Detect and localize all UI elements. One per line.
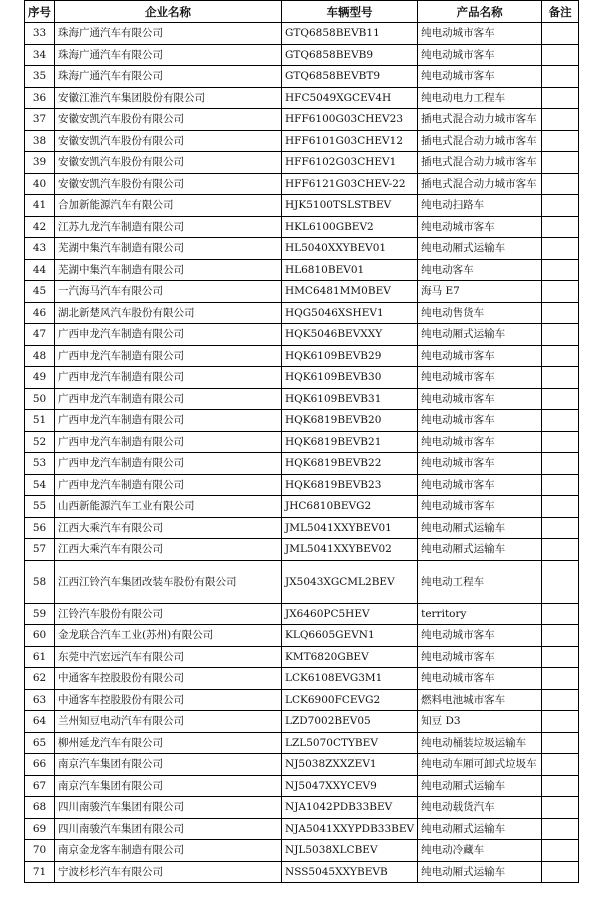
- table-row: [25, 496, 579, 518]
- cell-note: [542, 646, 579, 668]
- cell-model: HQK6109BEVB30: [282, 367, 418, 389]
- table-row: [25, 711, 579, 733]
- cell-model: LZL5070CTYBEV: [282, 732, 418, 754]
- cell-model: NJ5047XXYCEV9: [282, 775, 418, 797]
- cell-model: HKL6100GBEV2: [282, 216, 418, 238]
- cell-num: 54: [25, 474, 55, 496]
- cell-product: 纯电动城市客车: [418, 431, 542, 453]
- cell-company: 安徽安凯汽车股份有限公司: [55, 173, 282, 195]
- cell-num: 42: [25, 216, 55, 238]
- cell-product: 纯电动厢式运输车: [418, 818, 542, 840]
- cell-company: 湖北新楚风汽车股份有限公司: [55, 302, 282, 324]
- cell-note: [542, 388, 579, 410]
- cell-note: [542, 431, 579, 453]
- cell-model: HQK6109BEVB29: [282, 345, 418, 367]
- cell-num: 50: [25, 388, 55, 410]
- cell-num: 44: [25, 259, 55, 281]
- cell-num: 65: [25, 732, 55, 754]
- table-row: [25, 345, 579, 367]
- cell-note: [542, 152, 579, 174]
- table-row: [25, 603, 579, 625]
- cell-num: 71: [25, 861, 55, 883]
- header-num: 序号: [25, 1, 55, 23]
- table-row: [25, 23, 579, 45]
- cell-product: 插电式混合动力城市客车: [418, 173, 542, 195]
- cell-num: 67: [25, 775, 55, 797]
- header-company: 企业名称: [55, 1, 282, 23]
- cell-note: [542, 668, 579, 690]
- cell-company: 安徽安凯汽车股份有限公司: [55, 109, 282, 131]
- cell-num: 70: [25, 840, 55, 862]
- table-row: [25, 861, 579, 883]
- cell-note: [542, 732, 579, 754]
- cell-note: [542, 797, 579, 819]
- cell-model: HQK6109BEVB31: [282, 388, 418, 410]
- cell-model: HQK6819BEVB21: [282, 431, 418, 453]
- table-row: [25, 517, 579, 539]
- cell-model: NJA1042PDB33BEV: [282, 797, 418, 819]
- cell-company: 南京金龙客车制造有限公司: [55, 840, 282, 862]
- cell-model: NSS5045XXYBEVB: [282, 861, 418, 883]
- cell-company: 广西申龙汽车制造有限公司: [55, 367, 282, 389]
- cell-note: [542, 689, 579, 711]
- cell-model: LZD7002BEV05: [282, 711, 418, 733]
- cell-model: HFF6121G03CHEV-22: [282, 173, 418, 195]
- cell-model: LCK6108EVG3M1: [282, 668, 418, 690]
- cell-num: 57: [25, 539, 55, 561]
- cell-company: 山西新能源汽车工业有限公司: [55, 496, 282, 518]
- cell-note: [542, 23, 579, 45]
- cell-company: 广西申龙汽车制造有限公司: [55, 345, 282, 367]
- cell-product: 纯电动城市客车: [418, 625, 542, 647]
- cell-product: 纯电动车厢可卸式垃圾车: [418, 754, 542, 776]
- cell-note: [542, 560, 579, 603]
- cell-num: 47: [25, 324, 55, 346]
- cell-num: 55: [25, 496, 55, 518]
- cell-note: [542, 130, 579, 152]
- cell-company: 珠海广通汽车有限公司: [55, 66, 282, 88]
- cell-note: [542, 367, 579, 389]
- table-row: [25, 324, 579, 346]
- cell-note: [542, 302, 579, 324]
- table-row: [25, 689, 579, 711]
- cell-note: [542, 711, 579, 733]
- table-row: [25, 840, 579, 862]
- cell-note: [542, 195, 579, 217]
- cell-model: JHC6810BEVG2: [282, 496, 418, 518]
- table-row: [25, 560, 579, 603]
- cell-num: 62: [25, 668, 55, 690]
- table-row: [25, 668, 579, 690]
- cell-product: 纯电动厢式运输车: [418, 775, 542, 797]
- cell-company: 珠海广通汽车有限公司: [55, 23, 282, 45]
- cell-note: [542, 818, 579, 840]
- cell-company: 广西申龙汽车制造有限公司: [55, 324, 282, 346]
- cell-note: [542, 517, 579, 539]
- cell-note: [542, 66, 579, 88]
- header-note: 备注: [542, 1, 579, 23]
- cell-company: 珠海广通汽车有限公司: [55, 44, 282, 66]
- cell-model: HQK6819BEVB23: [282, 474, 418, 496]
- cell-model: NJL5038XLCBEV: [282, 840, 418, 862]
- cell-num: 68: [25, 797, 55, 819]
- cell-note: [542, 281, 579, 303]
- table-row: [25, 431, 579, 453]
- cell-model: GTQ6858BEVBT9: [282, 66, 418, 88]
- cell-model: JML5041XXYBEV01: [282, 517, 418, 539]
- cell-model: HFF6101G03CHEV12: [282, 130, 418, 152]
- cell-note: [542, 345, 579, 367]
- cell-model: HL6810BEV01: [282, 259, 418, 281]
- cell-model: NJ5038ZXXZEV1: [282, 754, 418, 776]
- cell-company: 东莞中汽宏远汽车有限公司: [55, 646, 282, 668]
- cell-note: [542, 474, 579, 496]
- cell-model: LCK6900FCEVG2: [282, 689, 418, 711]
- cell-product: 纯电动城市客车: [418, 216, 542, 238]
- table-row: [25, 302, 579, 324]
- cell-company: 宁波杉杉汽车有限公司: [55, 861, 282, 883]
- cell-product: 纯电动城市客车: [418, 44, 542, 66]
- cell-num: 61: [25, 646, 55, 668]
- cell-note: [542, 840, 579, 862]
- cell-product: 纯电动冷藏车: [418, 840, 542, 862]
- cell-num: 39: [25, 152, 55, 174]
- cell-note: [542, 87, 579, 109]
- cell-product: 纯电动工程车: [418, 560, 542, 603]
- cell-company: 广西申龙汽车制造有限公司: [55, 453, 282, 475]
- cell-product: 纯电动城市客车: [418, 474, 542, 496]
- cell-product: 纯电动城市客车: [418, 23, 542, 45]
- table-row: [25, 195, 579, 217]
- cell-note: [542, 44, 579, 66]
- cell-model: HFF6102G03CHEV1: [282, 152, 418, 174]
- cell-note: [542, 496, 579, 518]
- cell-company: 芜湖中集汽车制造有限公司: [55, 259, 282, 281]
- cell-product: 纯电动厢式运输车: [418, 238, 542, 260]
- cell-num: 59: [25, 603, 55, 625]
- cell-company: 广西申龙汽车制造有限公司: [55, 431, 282, 453]
- cell-product: 插电式混合动力城市客车: [418, 152, 542, 174]
- cell-product: 插电式混合动力城市客车: [418, 109, 542, 131]
- table-row: [25, 775, 579, 797]
- cell-company: 兰州知豆电动汽车有限公司: [55, 711, 282, 733]
- cell-model: JX5043XGCML2BEV: [282, 560, 418, 603]
- cell-product: 纯电动城市客车: [418, 668, 542, 690]
- cell-company: 金龙联合汽车工业(苏州)有限公司: [55, 625, 282, 647]
- cell-num: 52: [25, 431, 55, 453]
- cell-model: HMC6481MM0BEV: [282, 281, 418, 303]
- table-row: [25, 732, 579, 754]
- cell-num: 66: [25, 754, 55, 776]
- cell-model: HQK6819BEVB20: [282, 410, 418, 432]
- header-row: [25, 1, 579, 23]
- cell-num: 40: [25, 173, 55, 195]
- cell-product: territory: [418, 603, 542, 625]
- table-row: [25, 216, 579, 238]
- cell-company: 广西申龙汽车制造有限公司: [55, 410, 282, 432]
- table-row: [25, 281, 579, 303]
- table-row: [25, 410, 579, 432]
- cell-product: 纯电动城市客车: [418, 453, 542, 475]
- cell-product: 纯电动城市客车: [418, 345, 542, 367]
- cell-model: HQG5046XSHEV1: [282, 302, 418, 324]
- cell-company: 四川南骏汽车集团有限公司: [55, 797, 282, 819]
- table-row: [25, 453, 579, 475]
- cell-company: 江西大乘汽车有限公司: [55, 539, 282, 561]
- table-row: [25, 259, 579, 281]
- cell-num: 36: [25, 87, 55, 109]
- table-row: [25, 625, 579, 647]
- cell-num: 58: [25, 560, 55, 603]
- cell-product: 纯电动厢式运输车: [418, 539, 542, 561]
- cell-product: 纯电动城市客车: [418, 410, 542, 432]
- cell-company: 安徽安凯汽车股份有限公司: [55, 152, 282, 174]
- cell-note: [542, 861, 579, 883]
- cell-note: [542, 410, 579, 432]
- cell-company: 中通客车控股股份有限公司: [55, 668, 282, 690]
- table-row: [25, 109, 579, 131]
- cell-note: [542, 173, 579, 195]
- cell-num: 53: [25, 453, 55, 475]
- cell-num: 60: [25, 625, 55, 647]
- cell-num: 38: [25, 130, 55, 152]
- cell-note: [542, 259, 579, 281]
- table-row: [25, 44, 579, 66]
- cell-model: NJA5041XXYPDB33BEV: [282, 818, 418, 840]
- cell-model: HL5040XXYBEV01: [282, 238, 418, 260]
- cell-num: 49: [25, 367, 55, 389]
- cell-note: [542, 603, 579, 625]
- cell-company: 南京汽车集团有限公司: [55, 775, 282, 797]
- cell-num: 56: [25, 517, 55, 539]
- cell-note: [542, 324, 579, 346]
- table-row: [25, 173, 579, 195]
- cell-product: 纯电动厢式运输车: [418, 517, 542, 539]
- cell-num: 64: [25, 711, 55, 733]
- cell-product: 知豆 D3: [418, 711, 542, 733]
- cell-num: 33: [25, 23, 55, 45]
- cell-company: 一汽海马汽车有限公司: [55, 281, 282, 303]
- cell-company: 江西江铃汽车集团改装车股份有限公司: [55, 560, 282, 603]
- cell-num: 45: [25, 281, 55, 303]
- cell-model: HQK5046BEVXXY: [282, 324, 418, 346]
- cell-product: 燃料电池城市客车: [418, 689, 542, 711]
- cell-company: 安徽江淮汽车集团股份有限公司: [55, 87, 282, 109]
- cell-product: 纯电动城市客车: [418, 388, 542, 410]
- cell-num: 69: [25, 818, 55, 840]
- cell-company: 柳州延龙汽车有限公司: [55, 732, 282, 754]
- cell-num: 41: [25, 195, 55, 217]
- table-header: [25, 1, 579, 23]
- table-row: [25, 474, 579, 496]
- cell-model: HQK6819BEVB22: [282, 453, 418, 475]
- cell-num: 37: [25, 109, 55, 131]
- table-body: [25, 23, 579, 883]
- cell-note: [542, 539, 579, 561]
- cell-product: 插电式混合动力城市客车: [418, 130, 542, 152]
- table-row: [25, 388, 579, 410]
- cell-product: 纯电动城市客车: [418, 66, 542, 88]
- cell-company: 江西大乘汽车有限公司: [55, 517, 282, 539]
- cell-num: 51: [25, 410, 55, 432]
- table-row: [25, 754, 579, 776]
- cell-company: 广西申龙汽车制造有限公司: [55, 474, 282, 496]
- cell-product: 纯电动载货汽车: [418, 797, 542, 819]
- cell-product: 纯电动城市客车: [418, 646, 542, 668]
- cell-note: [542, 625, 579, 647]
- header-product: 产品名称: [418, 1, 542, 23]
- cell-product: 纯电动城市客车: [418, 496, 542, 518]
- cell-model: JML5041XXYBEV02: [282, 539, 418, 561]
- table-row: [25, 130, 579, 152]
- cell-model: HFF6100G03CHEV23: [282, 109, 418, 131]
- cell-model: HFC5049XGCEV4H: [282, 87, 418, 109]
- cell-num: 35: [25, 66, 55, 88]
- table-row: [25, 818, 579, 840]
- table-row: [25, 238, 579, 260]
- cell-company: 安徽安凯汽车股份有限公司: [55, 130, 282, 152]
- vehicle-catalog-table: [24, 0, 579, 883]
- cell-num: 46: [25, 302, 55, 324]
- table-row: [25, 87, 579, 109]
- cell-product: 海马 E7: [418, 281, 542, 303]
- cell-company: 江铃汽车股份有限公司: [55, 603, 282, 625]
- cell-model: HJK5100TSLSTBEV: [282, 195, 418, 217]
- cell-num: 34: [25, 44, 55, 66]
- cell-model: KLQ6605GEVN1: [282, 625, 418, 647]
- table-row: [25, 797, 579, 819]
- cell-num: 43: [25, 238, 55, 260]
- cell-company: 合加新能源汽车有限公司: [55, 195, 282, 217]
- cell-num: 48: [25, 345, 55, 367]
- cell-note: [542, 109, 579, 131]
- table-row: [25, 66, 579, 88]
- cell-model: GTQ6858BEVB9: [282, 44, 418, 66]
- table-row: [25, 539, 579, 561]
- cell-company: 四川南骏汽车集团有限公司: [55, 818, 282, 840]
- cell-product: 纯电动桶装垃圾运输车: [418, 732, 542, 754]
- cell-product: 纯电动厢式运输车: [418, 324, 542, 346]
- cell-product: 纯电动客车: [418, 259, 542, 281]
- cell-company: 中通客车控股股份有限公司: [55, 689, 282, 711]
- cell-company: 南京汽车集团有限公司: [55, 754, 282, 776]
- table-row: [25, 367, 579, 389]
- table-row: [25, 152, 579, 174]
- cell-note: [542, 238, 579, 260]
- table-row: [25, 646, 579, 668]
- cell-model: KMT6820GBEV: [282, 646, 418, 668]
- cell-note: [542, 775, 579, 797]
- cell-note: [542, 216, 579, 238]
- cell-model: GTQ6858BEVB11: [282, 23, 418, 45]
- cell-product: 纯电动厢式运输车: [418, 861, 542, 883]
- header-model: 车辆型号: [282, 1, 418, 23]
- cell-note: [542, 453, 579, 475]
- cell-company: 广西申龙汽车制造有限公司: [55, 388, 282, 410]
- cell-product: 纯电动扫路车: [418, 195, 542, 217]
- cell-company: 芜湖中集汽车制造有限公司: [55, 238, 282, 260]
- cell-num: 63: [25, 689, 55, 711]
- cell-product: 纯电动售货车: [418, 302, 542, 324]
- cell-company: 江苏九龙汽车制造有限公司: [55, 216, 282, 238]
- cell-product: 纯电动电力工程车: [418, 87, 542, 109]
- cell-note: [542, 754, 579, 776]
- cell-model: JX6460PC5HEV: [282, 603, 418, 625]
- cell-product: 纯电动城市客车: [418, 367, 542, 389]
